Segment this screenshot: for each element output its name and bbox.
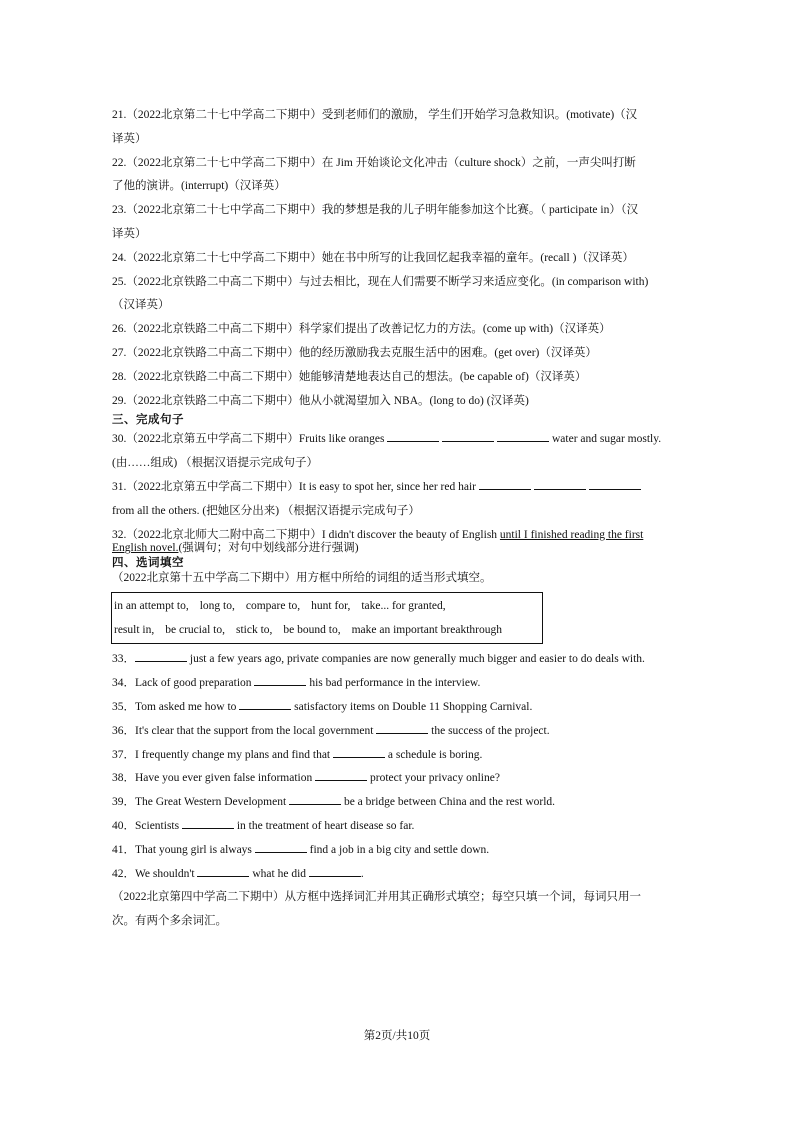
answer-blank[interactable] [239,697,291,710]
word-box-row-2: result in, be crucial to, stick to, be bound to, make an important breakthrough [114,624,502,637]
answer-blank[interactable] [135,649,187,662]
section-heading-4: 四、选词填空 [112,557,184,570]
underlined-phrase: until I finished reading the first [499,528,644,541]
question-31: 31.（2022北京第五中学高二下期中）It is easy to spot her, since her red hair from all the others. (把她区分出来) （根据汉语提示完成句子） [112,476,692,524]
question-21: 21.（2022北京第二十七中学高二下期中）受到老师们的激励， 学生们开始学习急救知识。(motivate)（汉 译英） [112,109,638,145]
answer-blank[interactable] [589,477,641,490]
answer-blank[interactable] [376,721,428,734]
section-intro-last: （2022北京第四中学高二下期中）从方框中选择词汇并用其正确形式填空；每空只填一个词，每词只用一 次。有两个多余词汇。 [112,891,641,928]
answer-blank[interactable] [255,840,307,853]
word-box-row-1: in an attempt to, long to, compare to, hunt for, take... for granted, [114,600,446,613]
answer-blank[interactable] [182,816,234,829]
question-25: 25.（2022北京铁路二中高二下期中）与过去相比，现在人们需要不断学习来适应变化。(in comparison with) （汉译英） [112,275,649,312]
question-36: 36．It's clear that the support from the local government the success of the project. [112,720,692,744]
question-33: 33． just a few years ago, private companies are now generally much bigger and easier to do deals with. [112,648,692,672]
answer-blank[interactable] [254,673,306,686]
question-41: 41．That young girl is always find a job in a big city and settle down. [112,839,692,863]
question-42: 42．We shouldn't what he did . [112,863,692,887]
question-37: 37．I frequently change my plans and find that a schedule is boring. [112,744,692,768]
question-28: 28.（2022北京铁路二中高二下期中）她能够清楚地表达自己的想法。(be capable of)（汉译英） [112,370,587,383]
question-24: 24.（2022北京第二十七中学高二下期中）她在书中所写的让我回忆起我幸福的童年。(recall )（汉译英） [112,251,634,264]
answer-blank[interactable] [479,477,531,490]
question-38: 38．Have you ever given false information protect your privacy online? [112,767,692,791]
question-26: 26.（2022北京铁路二中高二下期中）科学家们提出了改善记忆力的方法。(come up with)（汉译英） [112,323,611,336]
question-23: 23.（2022北京第二十七中学高二下期中）我的梦想是我的儿子明年能参加这个比赛。（ participate in）（汉 译英） [112,204,639,240]
page-footer: 第2页/共10页 [363,1030,431,1042]
question-40: 40．Scientists in the treatment of heart disease so far. [112,815,692,839]
answer-blank[interactable] [497,429,549,442]
section-heading-3: 三、完成句子 [112,414,184,427]
answer-blank[interactable] [534,477,586,490]
question-30: 30.（2022北京第五中学高二下期中）Fruits like oranges water and sugar mostly. (由……组成) （根据汉语提示完成句子） [112,428,692,476]
section-4-intro: （2022北京第十五中学高二下期中）用方框中所给的词组的适当形式填空。 [112,572,492,585]
answer-blank[interactable] [289,792,341,805]
answer-blank[interactable] [315,768,367,781]
question-35: 35．Tom asked me how to satisfactory items on Double 11 Shopping Carnival. [112,696,692,720]
underlined-phrase: English novel. [112,542,179,555]
worksheet-page [112,104,692,934]
answer-blank[interactable] [197,864,249,877]
word-box [111,592,543,644]
question-32: 32.（2022北京北师大二附中高二下期中）I didn't discover the beauty of English until I finished reading the first [112,528,644,541]
question-29: 29.（2022北京铁路二中高二下期中）他从小就渴望加入 NBA。(long to do) (汉译英) [112,394,529,407]
question-34: 34．Lack of good preparation his bad performance in the interview. [112,672,692,696]
answer-blank[interactable] [442,429,494,442]
question-27: 27.（2022北京铁路二中高二下期中）他的经历激励我去克服生活中的困难。(get over)（汉译英） [112,346,597,359]
question-32-cont: English novel.(强调句；对句中划线部分进行强调) [112,542,359,555]
question-22: 22.（2022北京第二十七中学高二下期中）在 Jim 开始谈论文化冲击（culture shock）之前，一声尖叫打断 了他的演讲。(interrupt)（汉译英） [112,156,636,193]
question-39: 39．The Great Western Development be a bridge between China and the rest world. [112,791,692,815]
answer-blank[interactable] [387,429,439,442]
answer-blank[interactable] [309,864,361,877]
answer-blank[interactable] [333,745,385,758]
